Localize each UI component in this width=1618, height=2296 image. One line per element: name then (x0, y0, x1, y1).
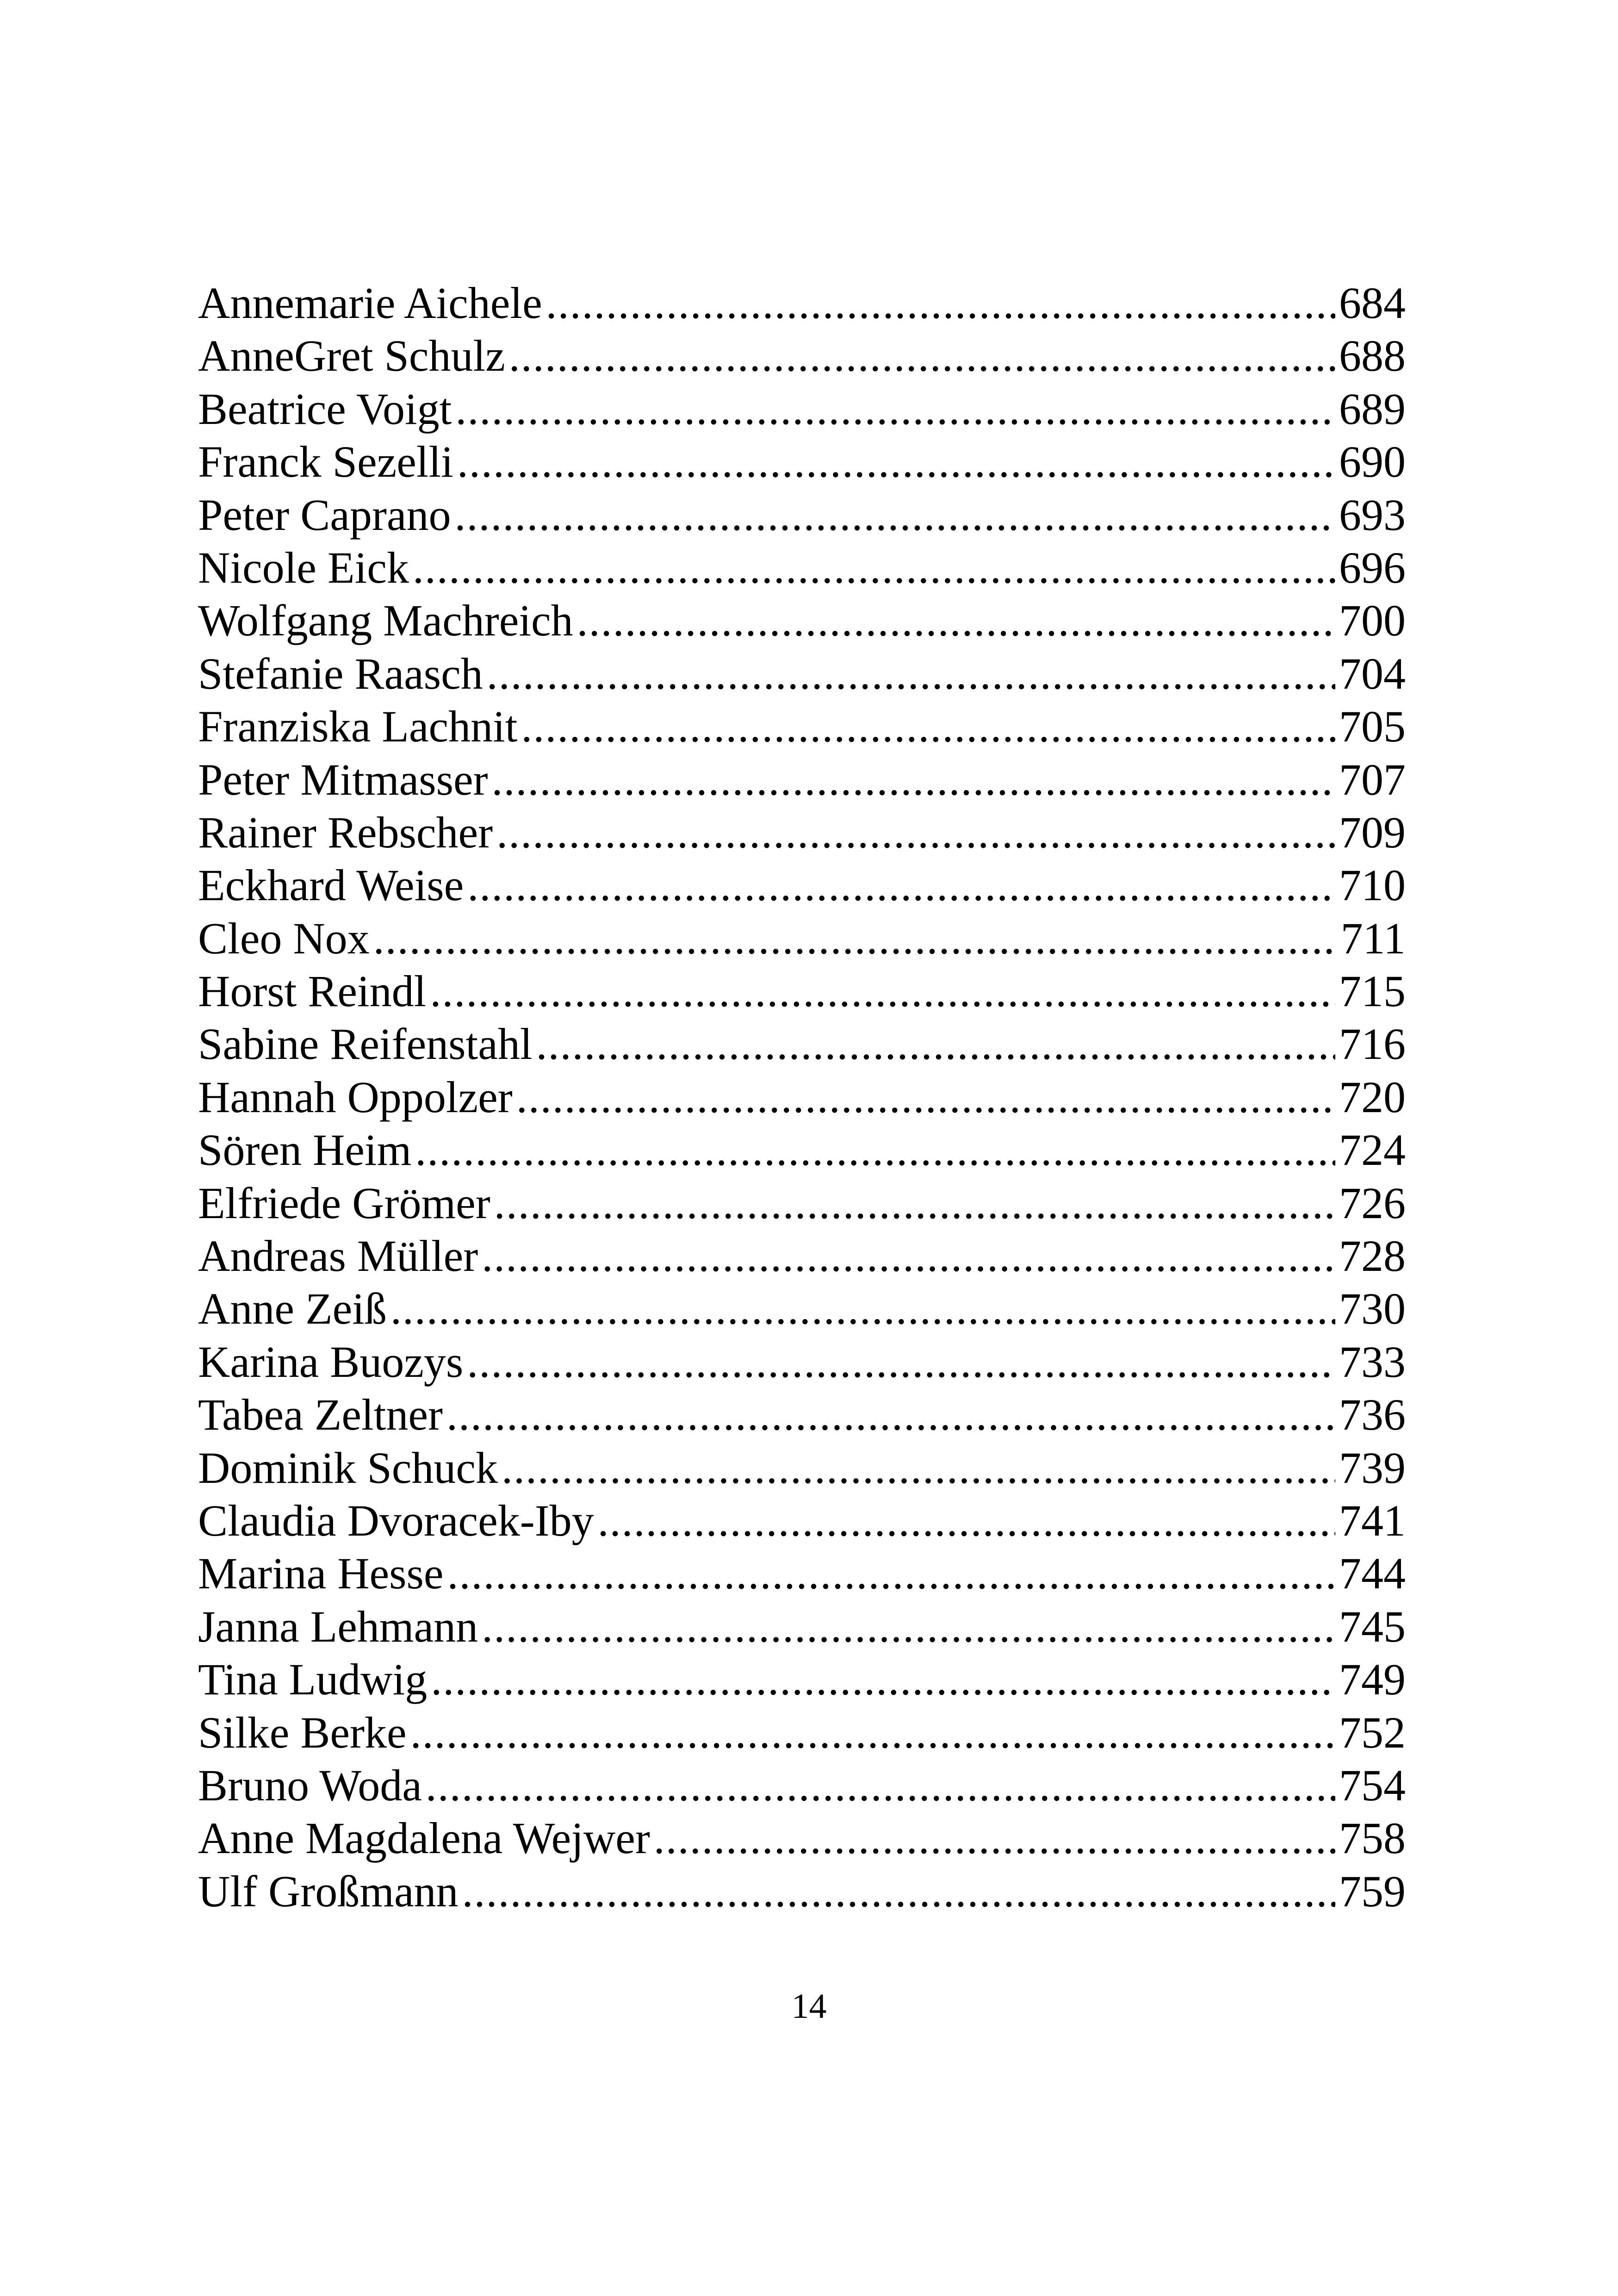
toc-entry-page: 715 (1339, 966, 1406, 1016)
toc-entry (198, 1336, 1406, 1388)
toc-entry-page: 720 (1339, 1072, 1406, 1122)
dot-leader (415, 1124, 1335, 1176)
toc-entry (198, 1865, 1406, 1918)
dot-leader (598, 1494, 1335, 1547)
toc-entry-page: 749 (1339, 1655, 1406, 1705)
toc-entry-page: 758 (1339, 1813, 1406, 1863)
toc-entry (198, 647, 1406, 700)
dot-leader (426, 1759, 1335, 1812)
toc-entry-name: Nicole Eick (198, 542, 409, 592)
toc-entry-name: Hannah Oppolzer (198, 1072, 513, 1122)
toc-entry-page: 705 (1339, 702, 1406, 752)
toc-entry-page: 728 (1339, 1231, 1406, 1281)
toc-entry-page: 730 (1339, 1284, 1406, 1334)
toc-entry-name: Andreas Müller (198, 1231, 478, 1281)
toc-entry (198, 489, 1406, 541)
toc-entry-name: Bruno Woda (198, 1760, 422, 1810)
dot-leader (462, 1865, 1335, 1918)
toc-entry (198, 1177, 1406, 1230)
toc-entry-name: AnneGret Schulz (198, 331, 505, 381)
toc-entry-page: 754 (1339, 1760, 1406, 1810)
dot-leader (447, 1547, 1335, 1600)
dot-leader (577, 594, 1335, 647)
toc-entry-name: Anne Zeiß (198, 1284, 387, 1334)
dot-leader (431, 1653, 1335, 1706)
toc-entry-name: Beatrice Voigt (198, 384, 452, 434)
dot-leader (467, 859, 1335, 912)
dot-leader (521, 700, 1335, 753)
toc-entry (198, 1812, 1406, 1865)
dot-leader (455, 383, 1335, 436)
toc-entry-page: 704 (1339, 648, 1406, 698)
dot-leader (430, 965, 1335, 1018)
dot-leader (502, 1442, 1335, 1494)
toc-entry-name: Horst Reindl (198, 966, 427, 1016)
toc-entry (198, 859, 1406, 912)
toc-entry-page: 700 (1339, 596, 1406, 646)
toc-entry-page: 744 (1339, 1549, 1406, 1599)
toc-entry (198, 1600, 1406, 1653)
toc-entry-page: 726 (1339, 1178, 1406, 1228)
toc-entry-name: Eckhard Weise (198, 860, 464, 910)
dot-leader (536, 1018, 1335, 1070)
table-of-contents (198, 277, 1406, 1918)
toc-entry (198, 965, 1406, 1018)
toc-entry-name: Peter Mitmasser (198, 754, 488, 804)
toc-entry-page: 690 (1339, 437, 1406, 487)
toc-entry-name: Annemarie Aichele (198, 278, 542, 328)
toc-entry-name: Franziska Lachnit (198, 702, 518, 752)
toc-entry-page: 739 (1339, 1443, 1406, 1493)
toc-entry (198, 330, 1406, 382)
toc-entry-name: Wolfgang Machreich (198, 596, 573, 646)
toc-entry-name: Elfriede Grömer (198, 1178, 490, 1228)
toc-entry-name: Franck Sezelli (198, 437, 453, 487)
toc-entry-name: Sabine Reifenstahl (198, 1019, 533, 1069)
toc-entry (198, 700, 1406, 753)
dot-leader (516, 1071, 1335, 1124)
toc-entry (198, 1388, 1406, 1441)
toc-entry-page: 688 (1339, 331, 1406, 381)
dot-leader (454, 489, 1335, 541)
toc-entry (198, 1124, 1406, 1176)
toc-entry-name: Cleo Nox (198, 913, 370, 963)
toc-entry-page: 716 (1339, 1019, 1406, 1069)
dot-leader (467, 1336, 1335, 1388)
toc-entry-name: Tabea Zeltner (198, 1390, 443, 1440)
toc-entry-name: Ulf Großmann (198, 1866, 459, 1916)
toc-entry-page: 709 (1339, 807, 1406, 857)
toc-entry (198, 277, 1406, 330)
toc-entry-page: 711 (1340, 913, 1406, 963)
toc-entry (198, 806, 1406, 859)
toc-entry (198, 436, 1406, 488)
toc-entry-name: Dominik Schuck (198, 1443, 498, 1493)
toc-entry-name: Claudia Dvoracek-Iby (198, 1495, 594, 1545)
toc-entry-name: Rainer Rebscher (198, 807, 493, 857)
toc-entry (198, 912, 1406, 965)
toc-entry (198, 1282, 1406, 1335)
toc-entry-page: 745 (1339, 1601, 1406, 1651)
toc-entry (198, 1547, 1406, 1600)
toc-entry-name: Tina Ludwig (198, 1655, 428, 1705)
toc-entry-page: 710 (1339, 860, 1406, 910)
toc-entry-page: 707 (1339, 754, 1406, 804)
dot-leader (492, 753, 1335, 806)
toc-entry-page: 733 (1339, 1337, 1406, 1387)
toc-entry-page: 736 (1339, 1390, 1406, 1440)
toc-entry (198, 1706, 1406, 1759)
toc-entry-page: 724 (1339, 1125, 1406, 1175)
dot-leader (509, 330, 1335, 382)
toc-entry-page: 752 (1339, 1707, 1406, 1757)
toc-entry-page: 693 (1339, 490, 1406, 540)
toc-entry (198, 1442, 1406, 1494)
dot-leader (373, 912, 1337, 965)
dot-leader (410, 1706, 1335, 1759)
toc-entry-name: Sören Heim (198, 1125, 412, 1175)
toc-entry (198, 541, 1406, 594)
toc-entry-name: Silke Berke (198, 1707, 407, 1757)
page-number: 14 (791, 1987, 827, 2026)
dot-leader (482, 1230, 1335, 1282)
toc-entry (198, 1230, 1406, 1282)
toc-entry-name: Janna Lehmann (198, 1601, 478, 1651)
toc-entry-page: 759 (1339, 1866, 1406, 1916)
toc-entry-name: Karina Buozys (198, 1337, 464, 1387)
toc-entry-page: 696 (1339, 542, 1406, 592)
toc-entry-name: Anne Magdalena Wejwer (198, 1813, 650, 1863)
toc-entry (198, 1759, 1406, 1812)
dot-leader (391, 1282, 1335, 1335)
dot-leader (482, 1600, 1335, 1653)
toc-entry-page: 689 (1339, 384, 1406, 434)
toc-entry-name: Stefanie Raasch (198, 648, 483, 698)
toc-entry-name: Peter Caprano (198, 490, 451, 540)
dot-leader (457, 436, 1335, 488)
toc-entry (198, 1018, 1406, 1070)
toc-entry-page: 684 (1339, 278, 1406, 328)
toc-entry (198, 1071, 1406, 1124)
dot-leader (446, 1388, 1335, 1441)
dot-leader (494, 1177, 1335, 1230)
toc-entry (198, 1653, 1406, 1706)
toc-entry (198, 1494, 1406, 1547)
dot-leader (654, 1812, 1335, 1865)
dot-leader (496, 806, 1335, 859)
toc-entry-page: 741 (1339, 1495, 1406, 1545)
dot-leader (487, 647, 1335, 700)
dot-leader (546, 277, 1335, 330)
toc-entry (198, 594, 1406, 647)
toc-entry (198, 753, 1406, 806)
toc-entry (198, 383, 1406, 436)
dot-leader (413, 541, 1335, 594)
toc-entry-name: Marina Hesse (198, 1549, 444, 1599)
